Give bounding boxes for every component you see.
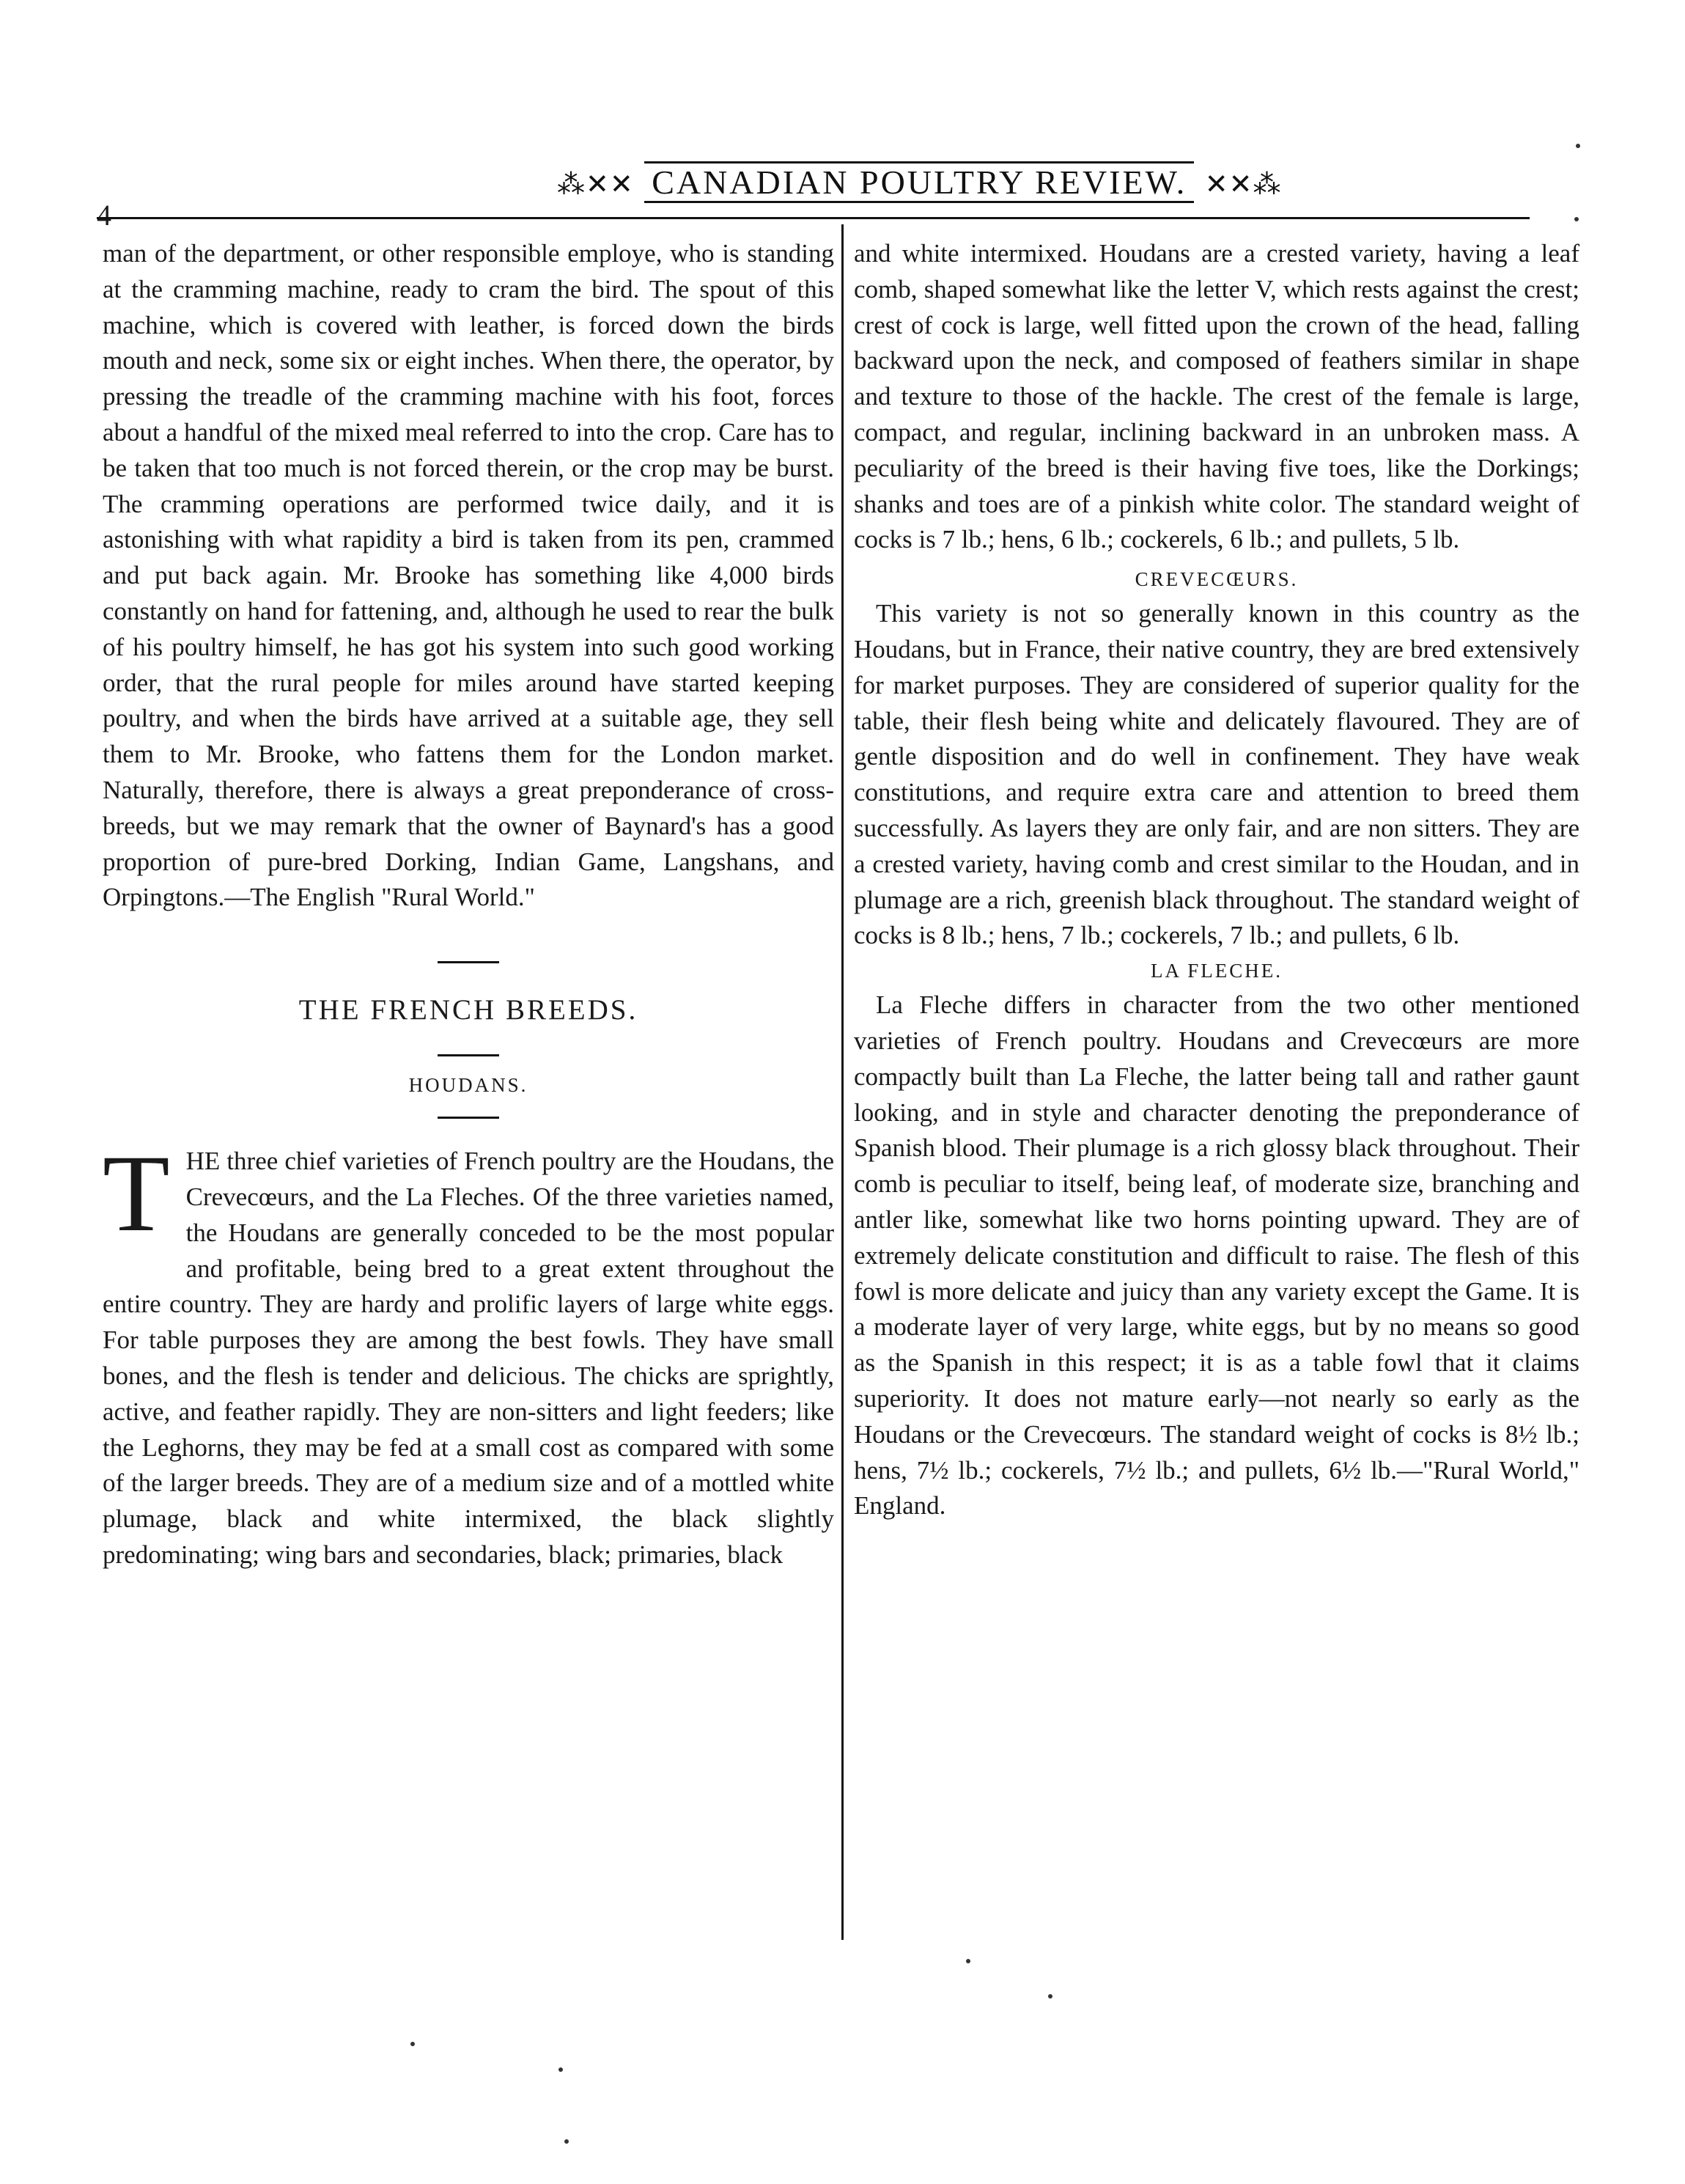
right-column (854, 236, 1579, 1524)
crevecoeurs-paragraph: This variety is not so generally known in this country as the Houdans, but in France, their native country, they are bred extensively for market purposes. They are considered of superior quality for the table, their flesh being white and delicately flavoured. They are of gentle disposition and do well in confinement. They have weak constitutions, and require extra care and attention to breed them successfully. As layers they are only fair, and are non sitters. They are a crested variety, having comb and crest similar to the Houdan, and in plumage are a rich, greenish black throughout. The standard weight of cocks is 8 lb.; hens, 7 lb.; cockerels, 7 lb.; and pullets, 6 lb. (854, 599, 1579, 950)
houdans-continued-paragraph: and white intermixed. Houdans are a crested variety, having a leaf comb, shaped somewhat like the letter V, which rests against the crest; crest of cock is large, well fitted upon the crown of the head, falling backward upon the neck, and composed of feathers similar in shape and texture to those of the hackle. The crest of the female is large, compact, and regular, inclining backward in an unbroken mass. A peculiarity of the breed is their having five toes, like the Dorkings; shanks and toes are of a pinkish white color. The standard weight of cocks is 7 lb.; hens, 6 lb.; cockerels, 6 lb.; and pullets, 5 lb. (854, 239, 1579, 554)
speck (558, 2067, 563, 2072)
masthead-ornament-right: ✕✕⁂ (1204, 169, 1282, 200)
speck (1574, 217, 1579, 221)
page-number: 4 (97, 199, 111, 232)
section-heading-houdans: HOUDANS. (408, 1074, 528, 1097)
section-heading-crevecoeurs: CREVECŒURS. (1135, 568, 1299, 591)
houdans-paragraph (103, 1133, 834, 1573)
speck (410, 2042, 415, 2046)
masthead-ornament-left: ⁂✕✕ (557, 169, 634, 200)
masthead (557, 163, 1282, 211)
speck (966, 1959, 970, 1963)
masthead-title: CANADIAN POULTRY REVIEW. (644, 161, 1194, 203)
speck (1048, 1994, 1052, 1999)
speck (564, 2139, 569, 2144)
section-heading-la-fleche: LA FLECHE. (1150, 960, 1283, 982)
column-divider (841, 224, 844, 1940)
speck (1576, 144, 1580, 148)
la-fleche-paragraph: La Fleche differs in character from the two other mentioned varieties of French poultry. Houdans and Crevecœurs are more compactly built than La Fleche, the latter being tall and rather gaunt looking, and in style and character denoting the preponderance of Spanish blood. Their plumage is a rich glossy black throughout. Their comb is peculiar to itself, being leaf, of moderate size, branching and antler like, somewhat like two horns pointing upward. They are of extremely delicate constitution and difficult to raise. The flesh of this fowl is more delicate and juicy than any variety except the Game. It is a moderate layer of very large, white eggs, but by no means so good as the Spanish in this respect; it is as a table fowl that it claims superiority. It does not mature early—not nearly so early as the Houdans or the Crevecœurs. The standard weight of cocks is 8½ lb.; hens, 7½ lb.; cockerels, 7½ lb.; and pullets, 6½ lb.—"Rural World," England. (854, 990, 1579, 1521)
drop-cap: T (103, 1133, 170, 1255)
continuation-paragraph: man of the department, or other responsible employe, who is standing at the cramming machine, ready to cram the bird. The spout of this machine, which is covered with leather, is forced down the birds mouth and neck, some six or eight inches. When there, the operator, by pressing the treadle of the cramming machine with his foot, forces about a handful of the mixed meal referred to into the crop. Care has to be taken that too much is not forced therein, or the crop may be burst. The cramming operations are performed twice daily, and it is astonishing with what rapidity a bird is taken from its pen, crammed and put back again. Mr. Brooke has something like 4,000 birds constantly on hand for fattening, and, although he used to rear the bulk of his poultry himself, he has got his system into such good working order, that the rural people for miles around have started keeping poultry, and when the birds have arrived at a suitable age, they sell them to Mr. Brooke, who fattens them for the London market. Naturally, therefore, there is always a great preponderance of cross-breeds, but we may remark that the owner of Baynard's has a good proportion of pure-bred Dorking, Indian Game, Langshans, and Orpingtons.—The English "Rural World." (103, 239, 834, 912)
article-title: THE FRENCH BREEDS. (298, 994, 638, 1026)
left-column (103, 236, 834, 1573)
header-rule (97, 217, 1530, 219)
houdans-text: HE three chief varieties of French poultry are the Houdans, the Crevecœurs, and the La Fleches. Of the three varieties named, the Houdans are generally conceded to be the most popular and profitable, being bred to a great extent throughout the entire country. They are hardy and prolific layers of large white eggs. For table purposes they are among the best fowls. They have small bones, and the flesh is tender and delicious. The chicks are sprightly, active, and feather rapidly. They are non-sitters and light feeders; like the Leghorns, they may be fed at a small cost as compared with some of the larger breeds. They are of a medium size and of a mottled white plumage, black and white intermixed, the black slightly predominating; wing bars and secondaries, black; primaries, black (103, 1147, 834, 1569)
